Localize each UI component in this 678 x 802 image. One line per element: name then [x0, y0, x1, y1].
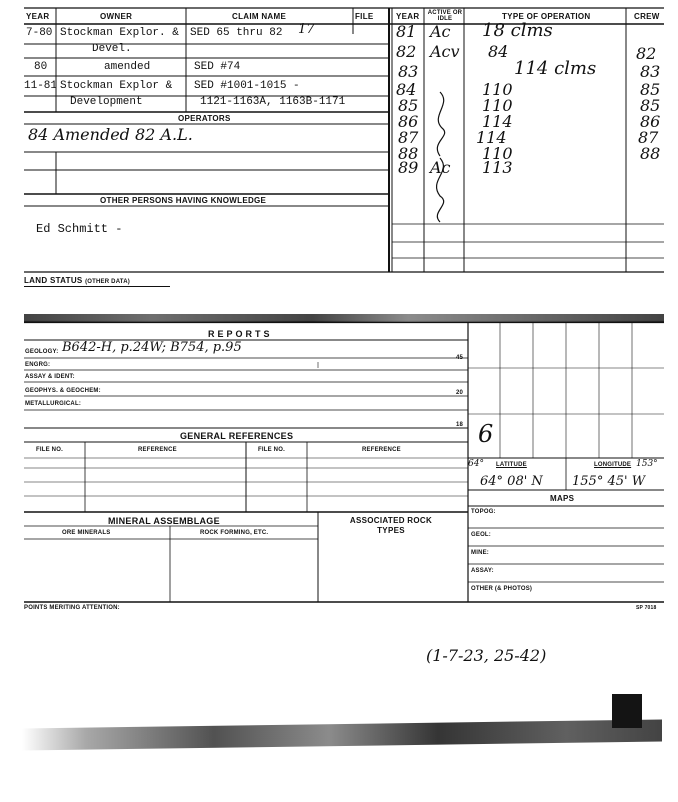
op-status: Acv — [430, 42, 460, 61]
header-type-of-operation: TYPE OF OPERATION — [502, 12, 591, 21]
header-file: FILE — [355, 12, 374, 21]
ref-header-file-no: FILE NO. — [258, 447, 285, 453]
geophys-geochem-label: GEOPHYS. & GEOCHEM: — [25, 388, 101, 394]
other-persons-entry: Ed Schmitt - — [36, 222, 123, 236]
claim-owner: Development — [70, 96, 143, 108]
op-type: 18 clms — [482, 20, 553, 41]
reports-label: REPORTS — [208, 329, 273, 339]
op-type: 114 — [476, 128, 507, 147]
header-claim-name: CLAIM NAME — [232, 12, 287, 21]
op-year: 88 — [398, 144, 419, 163]
claim-year: 80 — [34, 61, 48, 73]
claim-year: 11-81 — [24, 80, 58, 92]
claim-year: 7-80 — [26, 27, 53, 39]
claim-owner: Stockman Explor. & — [60, 27, 179, 39]
op-year: 87 — [398, 128, 419, 147]
mineral-assemblage-label: MINERAL ASSEMBLAGE — [108, 516, 220, 526]
header-crew: CREW — [634, 12, 660, 21]
header-year: YEAR — [26, 12, 50, 21]
op-type: 110 — [482, 80, 513, 99]
geology-entry: B642-H, p.24W; B754, p.95 — [62, 340, 242, 355]
grid-mark: 6 — [478, 420, 494, 448]
general-references-label: GENERAL REFERENCES — [180, 431, 294, 441]
longitude-label: LONGITUDE — [594, 462, 632, 468]
op-crew: 86 — [640, 112, 661, 131]
op-year: 85 — [398, 96, 419, 115]
op-year: 86 — [398, 112, 419, 131]
ore-minerals-label: ORE MINERALS — [62, 530, 111, 536]
op-type: 114 — [482, 112, 513, 131]
maps-geol: GEOL: — [471, 532, 491, 538]
margin-number: 20 — [456, 390, 464, 396]
op-year: 89 — [398, 158, 419, 177]
associated-rock-types-label: ASSOCIATED ROCK TYPES — [349, 516, 433, 535]
op-status: Ac — [430, 158, 451, 177]
maps-topog: TOPOG: — [471, 509, 496, 515]
land-status-label: LAND STATUS (OTHER DATA) — [24, 276, 130, 285]
op-crew: 82 — [636, 44, 657, 63]
op-type: 110 — [482, 96, 513, 115]
assay-ident-label: ASSAY & IDENT: — [25, 374, 75, 380]
margin-number: 45 — [456, 355, 464, 361]
claim-name: 1121-1163A, 1163B-1171 — [200, 96, 346, 108]
op-crew: 85 — [640, 80, 661, 99]
op-type: 84 — [488, 42, 509, 61]
op-type: 114 clms — [514, 58, 597, 79]
lat-prefix: 64° — [468, 459, 484, 469]
op-status: Ac — [430, 22, 451, 41]
land-status-underline — [24, 286, 170, 287]
op-year: 84 — [396, 80, 417, 99]
claim-owner: Devel. — [92, 43, 132, 55]
geology-label: GEOLOGY: — [25, 349, 59, 355]
op-type: 110 — [482, 144, 513, 163]
maps-assay: ASSAY: — [471, 568, 494, 574]
ref-header-file-no: FILE NO. — [36, 447, 63, 453]
other-persons-label: OTHER PERSONS HAVING KNOWLEDGE — [100, 196, 267, 205]
operators-label: OPERATORS — [178, 114, 231, 123]
long-suffix: 153° — [636, 459, 658, 469]
engrg-label: ENGRG: — [25, 362, 51, 368]
op-type: 113 — [482, 158, 513, 177]
ref-header-reference: REFERENCE — [362, 447, 401, 453]
maps-label: MAPS — [550, 494, 575, 503]
claim-owner: amended — [104, 61, 151, 73]
op-year: 81 — [396, 22, 417, 41]
longitude-value: 155° 45' W — [572, 474, 646, 489]
header-active-or-idle: ACTIVE OR IDLE — [427, 10, 463, 22]
handwritten-annotation: (1-7-23, 25-42) — [426, 646, 547, 665]
op-year: 82 — [396, 42, 417, 61]
points-meriting-attention-label: POINTS MERITING ATTENTION: — [24, 605, 120, 611]
scan-smudge-top — [24, 314, 664, 322]
black-redaction-block — [612, 694, 642, 728]
maps-mine: MINE: — [471, 550, 489, 556]
operators-entry: 84 Amended 82 A.L. — [28, 125, 193, 144]
op-crew: 85 — [640, 96, 661, 115]
metallurgical-label: METALLURGICAL: — [25, 401, 82, 407]
latitude-label: LATITUDE — [496, 462, 527, 468]
form-number: SP 7018 — [636, 605, 657, 611]
op-crew: 88 — [640, 144, 661, 163]
claim-owner: Stockman Explor & — [60, 80, 173, 92]
margin-number: 18 — [456, 422, 464, 428]
op-crew: 83 — [640, 62, 661, 81]
maps-other-photos: OTHER (& PHOTOS) — [471, 586, 533, 592]
claim-name: SED #1001-1015 - — [194, 80, 300, 92]
header-year-ops: YEAR — [396, 12, 420, 21]
ref-header-reference: REFERENCE — [138, 447, 177, 453]
latitude-value: 64° 08' N — [480, 474, 543, 489]
header-owner: OWNER — [100, 12, 133, 21]
op-year: 83 — [398, 62, 419, 81]
claim-name: SED #74 — [194, 61, 241, 73]
claim-note: 17 — [298, 22, 315, 37]
rock-forming-label: ROCK FORMING, ETC. — [200, 530, 269, 536]
op-crew: 87 — [638, 128, 659, 147]
claim-name: SED 65 thru 82 — [190, 27, 283, 39]
